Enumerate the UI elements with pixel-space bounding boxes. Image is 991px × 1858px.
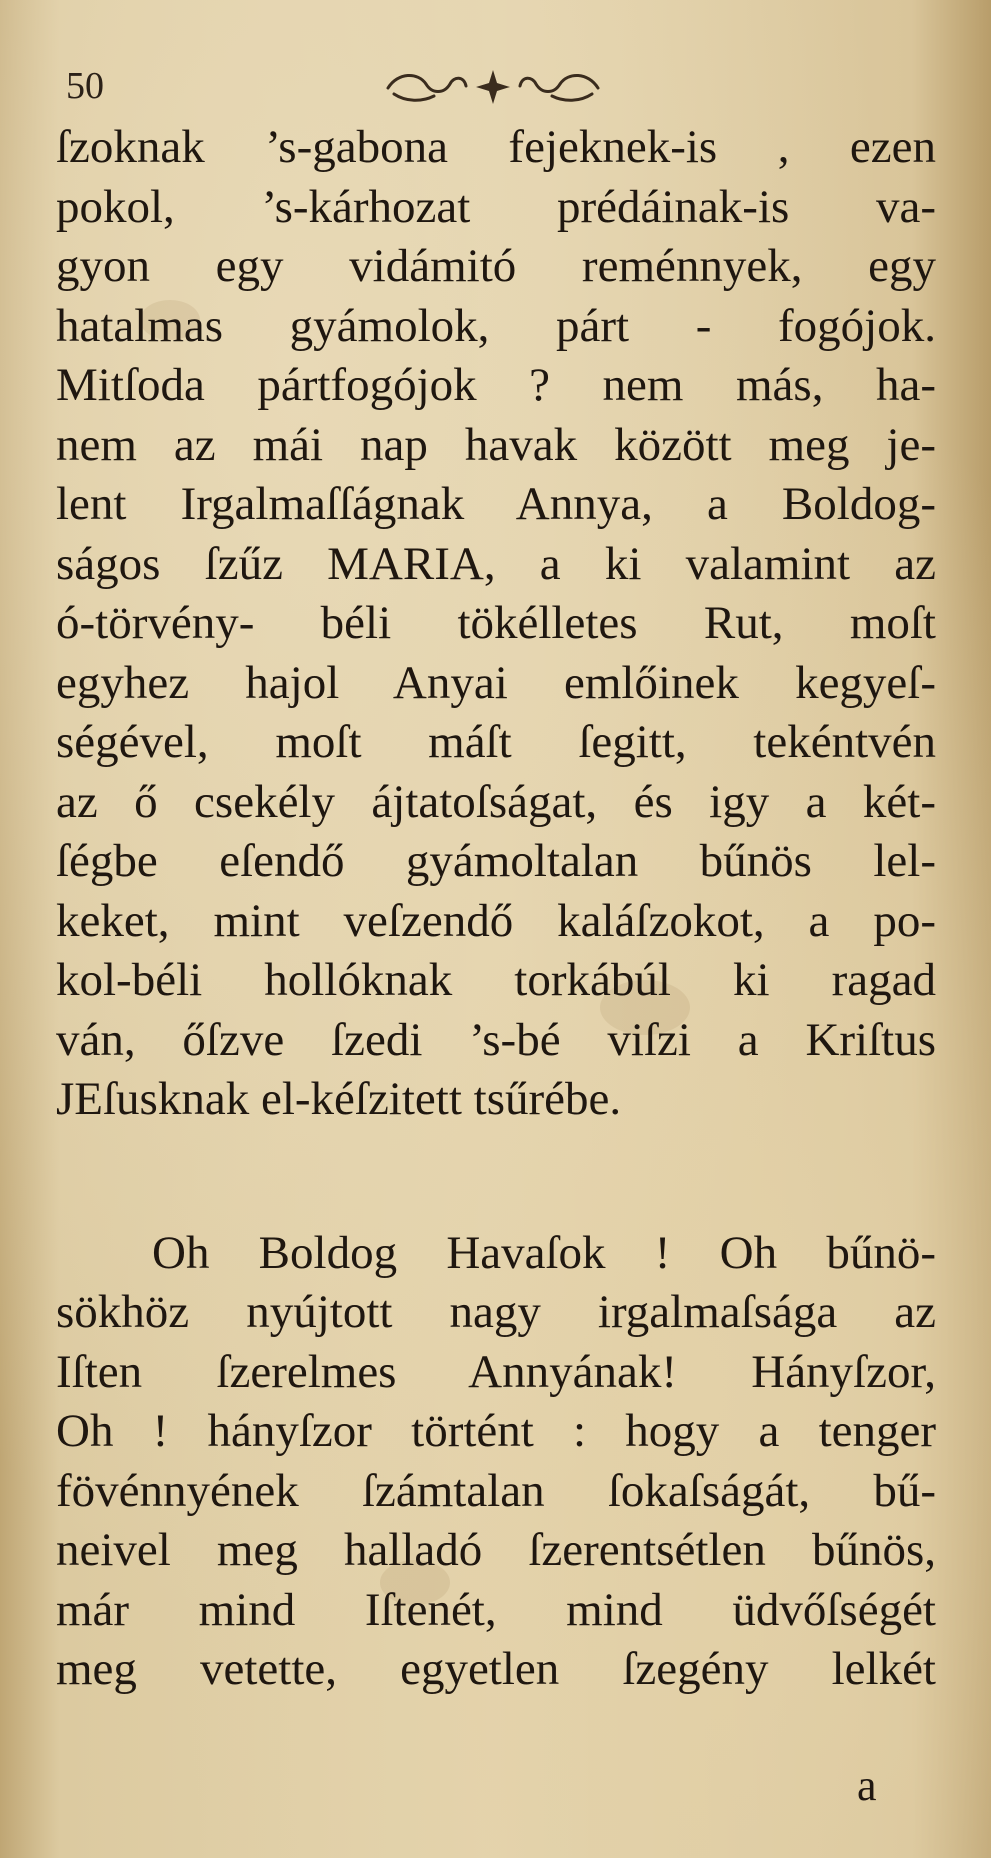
text-line: Oh Boldog Havaſok ! Oh bűnö- [152, 1226, 936, 1279]
text-line: lent Irgalmaſſágnak Annya, a Boldog- [56, 478, 936, 530]
text-line: neivel meg halladó ſzerentsétlen bűnös, [56, 1524, 936, 1576]
catchword: a [857, 1761, 877, 1810]
text-line: az ő csekély ájtatoſságat, és igy a két- [56, 775, 936, 828]
text-line: kol-béli hollóknak torkábúl ki ragad [56, 954, 936, 1006]
body-text [56, 118, 936, 1700]
page-number: 50 [66, 65, 104, 107]
text-line: ſzoknak ’s-gabona fejeknek-is , ezen [56, 121, 936, 173]
text-line: gyon egy vidámitó reménnyek, egy [56, 240, 936, 292]
paragraph [56, 1224, 936, 1700]
text-line: fövénnyének ſzámtalan ſokaſságát, bű- [56, 1464, 936, 1517]
text-line: sökhöz nyújtott nagy irgalmaſsága az [56, 1286, 936, 1338]
text-line: keket, mint veſzendő kaláſzokot, a po- [56, 894, 936, 947]
text-line: meg vetette, egyetlen ſzegény lelkét [56, 1643, 936, 1695]
text-line: nem az mái nap havak között meg je- [56, 418, 936, 471]
paragraph-gap [56, 1130, 936, 1224]
text-line: Mitſoda pártfogójok ? nem más, ha- [56, 359, 936, 411]
text-line: egyhez hajol Anyai emlőinek kegyeſ- [56, 656, 936, 709]
text-line: Iſten ſzerelmes Annyának! Hányſzor, [56, 1345, 936, 1398]
text-line: ó-törvény- béli tökélletes Rut, moſt [56, 597, 936, 649]
text-line: Oh ! hányſzor történt : hogy a tenger [56, 1405, 936, 1457]
text-line: JEſusknak el-kéſzitett tsűrébe. [56, 1073, 622, 1125]
page-header [66, 64, 926, 114]
text-line: ſégbe eſendő gyámoltalan bűnös lel- [56, 835, 936, 887]
text-line: már mind Iſtenét, mind üdvőſségét [56, 1583, 936, 1636]
text-line: ságos ſzűz MARIA, a ki valamint az [56, 537, 936, 590]
text-line: ségével, moſt máſt ſegitt, tekéntvén [56, 716, 936, 768]
paragraph [56, 118, 936, 1130]
text-line: pokol, ’s-kárhozat prédáinak-is va- [56, 180, 936, 233]
ornament-icon [378, 66, 608, 108]
text-line: hatalmas gyámolok, párt - fogójok. [56, 299, 936, 352]
text-line: ván, őſzve ſzedi ’s-bé viſzi a Kriſtus [56, 1013, 936, 1066]
